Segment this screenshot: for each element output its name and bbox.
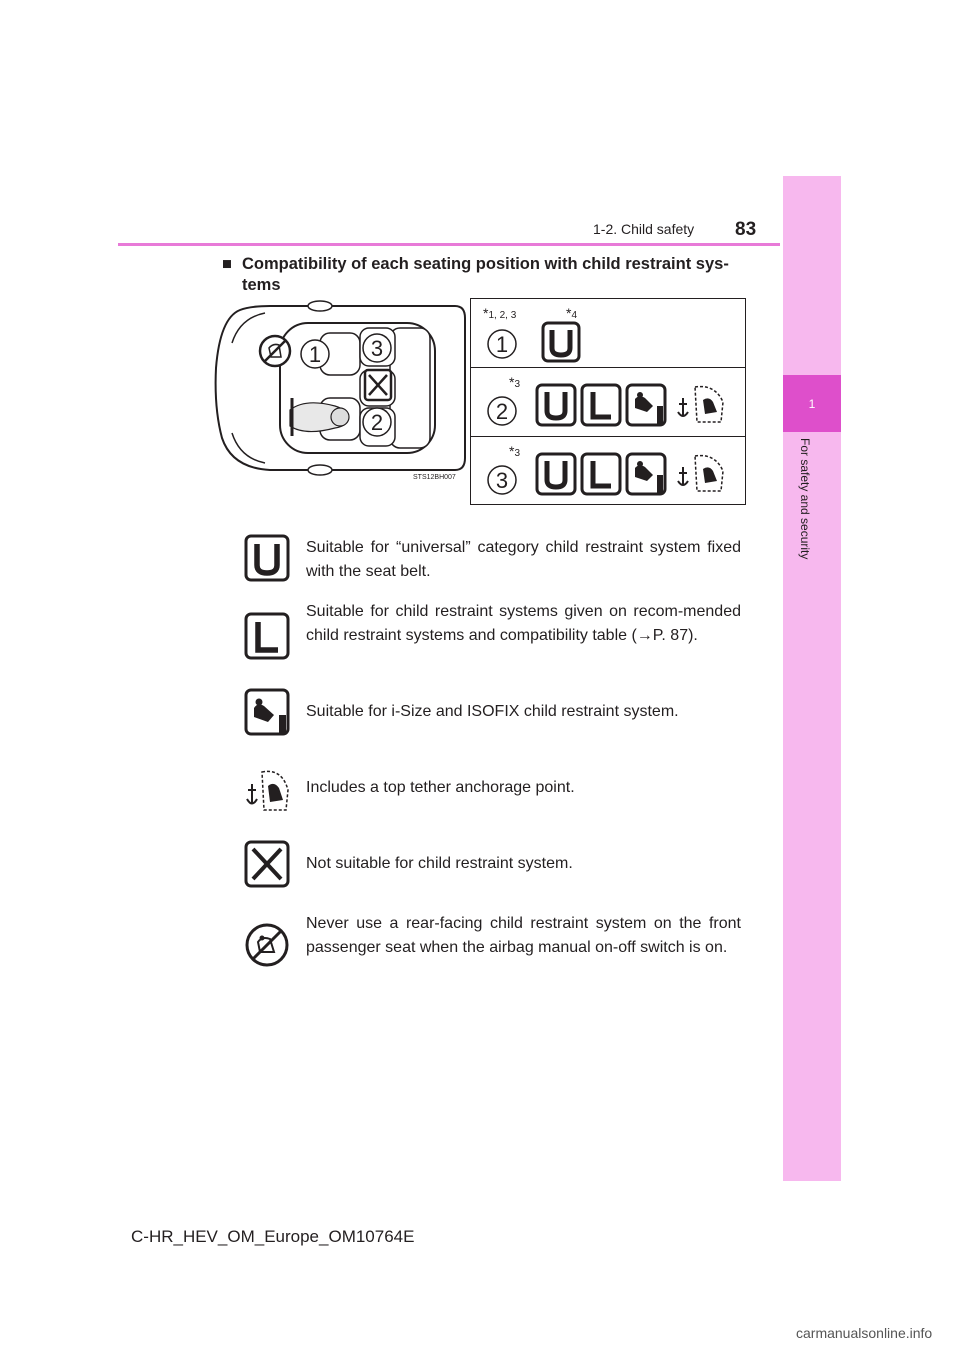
table-row: [471, 299, 745, 368]
L-icon: [582, 385, 620, 425]
isofix-icon: [244, 688, 290, 736]
row-note: *3: [509, 374, 521, 390]
top-tether-icon: [678, 456, 723, 491]
heading-bullet: ■: [222, 255, 232, 273]
seat-number-2: 2: [370, 410, 384, 435]
row-icons: [535, 382, 735, 428]
seat-number-icon: [485, 463, 519, 497]
U-icon: [537, 385, 575, 425]
row-icons: [535, 451, 735, 497]
svg-text:2: 2: [495, 399, 509, 424]
top-tether-icon: [244, 766, 290, 814]
legend-text-not-suitable: Not suitable for child restraint system.: [306, 855, 573, 872]
section-title: 1-2. Child safety: [593, 221, 695, 237]
no-rear-facing-icon: [244, 922, 290, 968]
top-tether-icon: [678, 387, 723, 422]
diagram-code: STS12BH007: [413, 474, 456, 481]
table-row: [471, 437, 745, 506]
isofix-icon: [627, 385, 665, 425]
heading-text: Compatibility of each seating position with child restraint sys-tems: [242, 255, 729, 294]
row-note: *4: [566, 305, 578, 321]
svg-text:1: 1: [495, 332, 509, 357]
not-suitable-icon: [244, 840, 290, 888]
legend-text-universal: Suitable for “universal” category child restraint system fixed with the seat belt.: [306, 539, 741, 580]
seat-number-icon: [485, 394, 519, 428]
page-number: 83: [735, 219, 757, 240]
no-rear-facing-seat-icon: [260, 336, 290, 366]
legend-text-isofix: Suitable for i-Size and ISOFIX child restraint system.: [306, 703, 679, 720]
U-icon: [541, 321, 581, 363]
seat-number-1: 1: [308, 342, 322, 367]
U-icon: [537, 454, 575, 494]
not-suitable-seat-icon: [365, 370, 391, 400]
L-icon: [582, 454, 620, 494]
seat-number-3: 3: [370, 336, 384, 361]
section-heading: [222, 254, 752, 296]
header-rule: [118, 243, 780, 246]
side-tab: [783, 176, 841, 1181]
legend-text-no-rear-facing: Never use a rear-facing child restraint system on the front passenger seat when the airbag manual on-off switch is on.: [306, 915, 741, 956]
U-icon: [244, 534, 290, 582]
seat-number-icon: [485, 327, 519, 361]
L-icon: [244, 612, 290, 660]
isofix-icon: [627, 454, 665, 494]
footer-document-code: C-HR_HEV_OM_Europe_OM10764E: [131, 1227, 415, 1246]
side-tab-number: 1: [783, 375, 841, 432]
legend-text-recommended: Suitable for child restraint systems given on recom-mended child restraint systems and compatibility table (→P. 87).: [306, 603, 741, 644]
row-note: *3: [509, 443, 521, 459]
watermark[interactable]: carmanualsonline.info: [796, 1325, 933, 1341]
table-row: [471, 368, 745, 437]
side-tab-label-text: For safety and security: [798, 438, 812, 560]
car-seat-diagram: [210, 298, 470, 478]
svg-text:3: 3: [495, 468, 509, 493]
legend-text-top-tether: Includes a top tether anchorage point.: [306, 779, 575, 796]
compatibility-table: [470, 298, 746, 505]
row-note: *1, 2, 3: [483, 305, 517, 321]
